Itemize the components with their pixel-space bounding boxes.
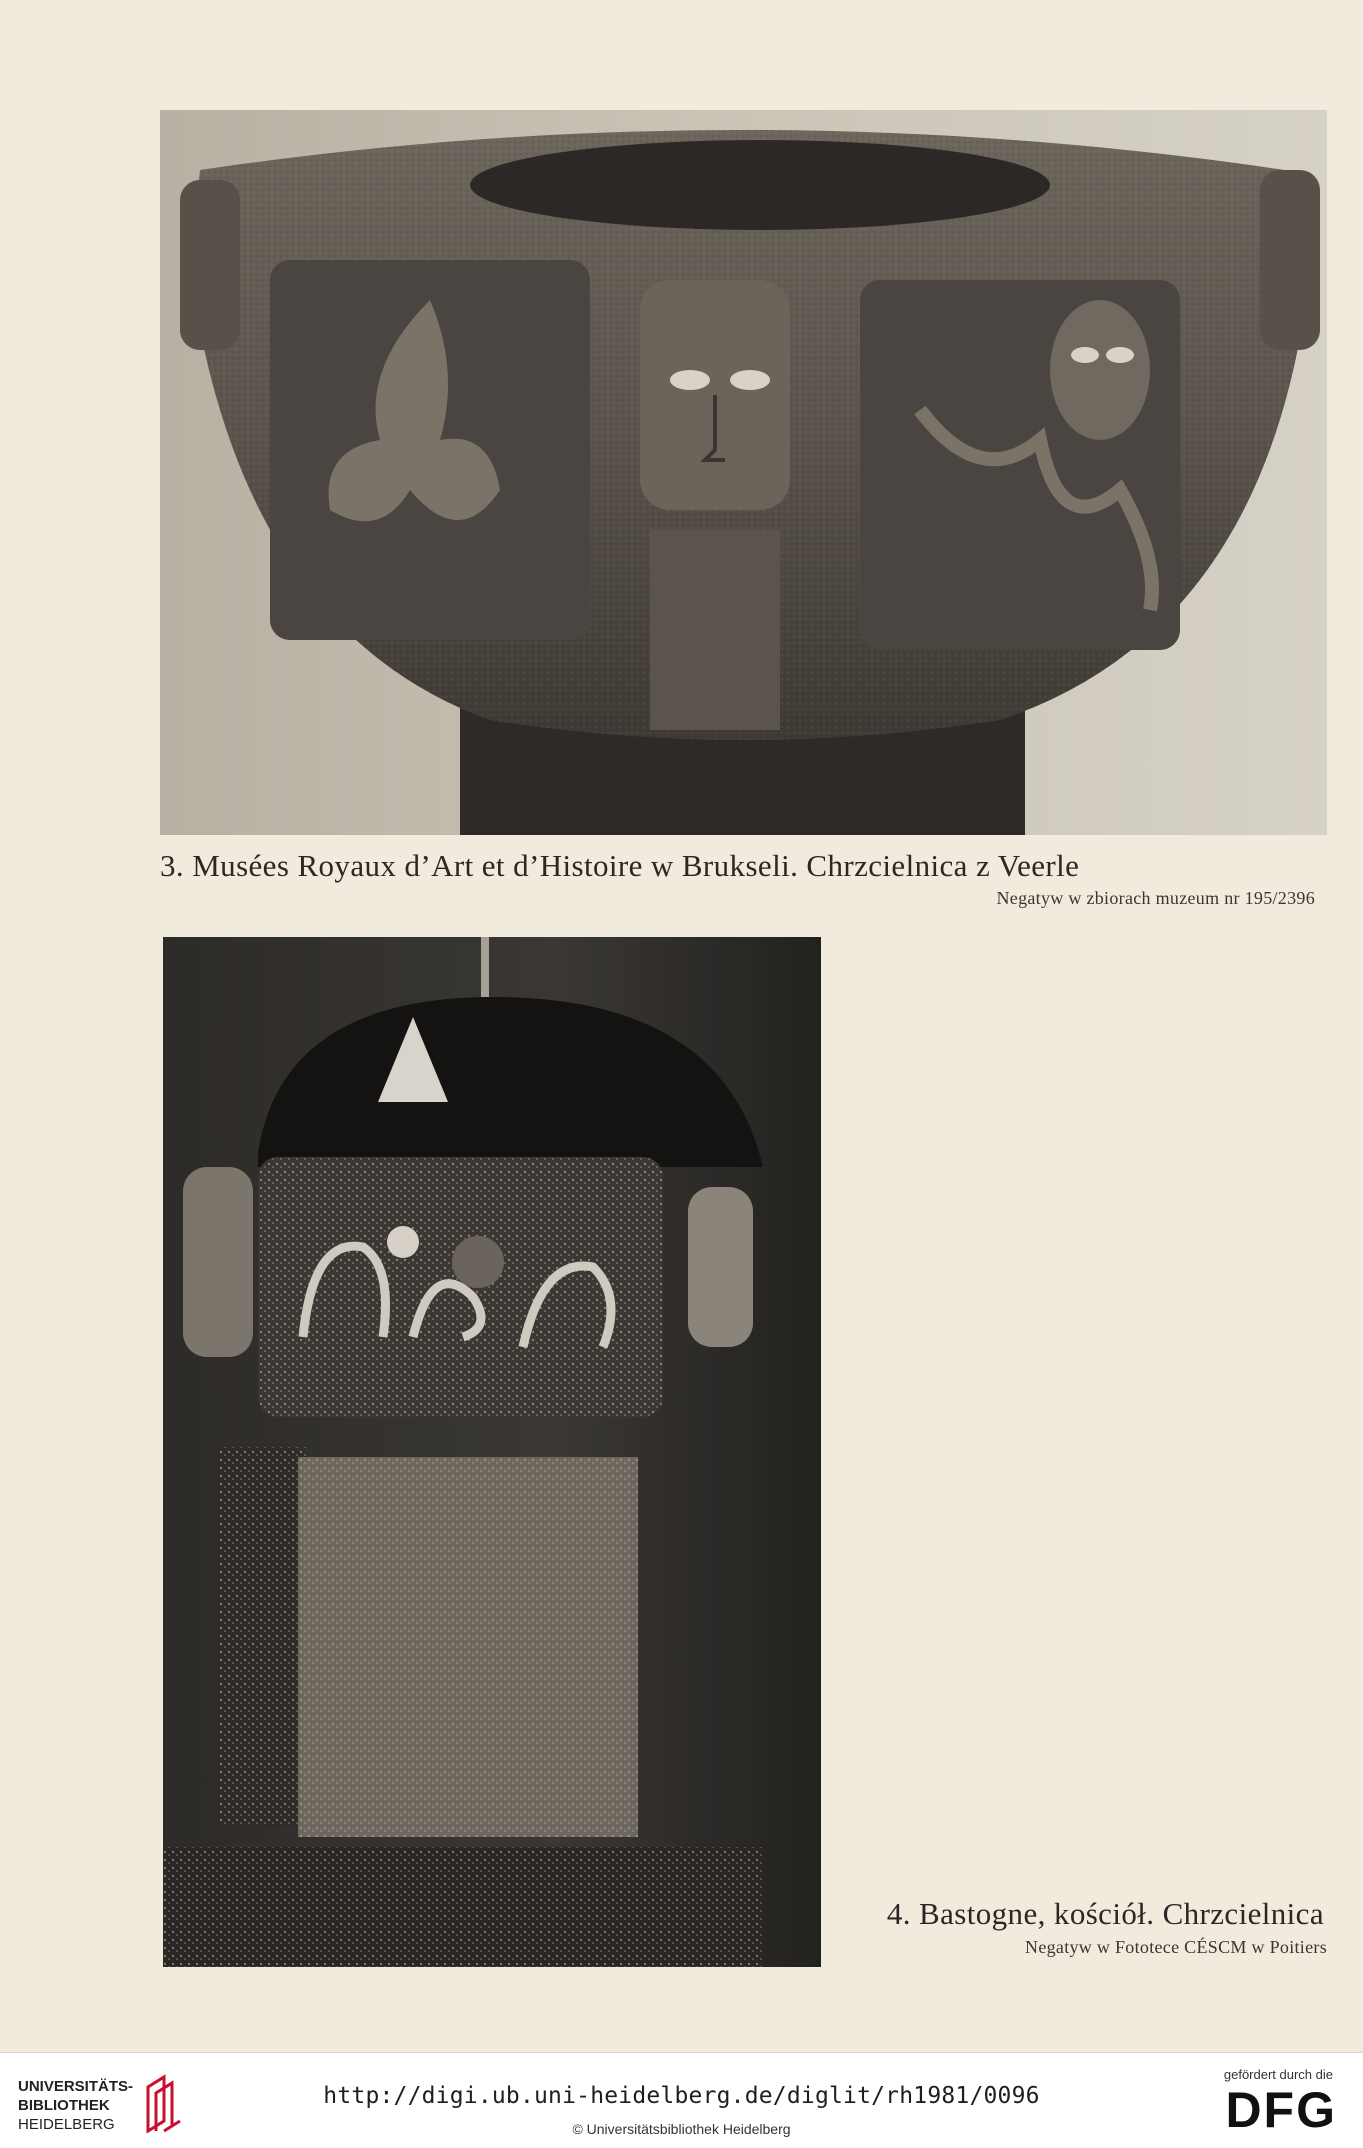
figure-3-caption: 3. Musées Royaux d’Art et d’Histoire w Brukseli. Chrzcielnica z Veerle bbox=[160, 848, 1080, 883]
figure-4-source: Negatyw w Fototece CÉSCM w Poitiers bbox=[1025, 1937, 1327, 1957]
dfg-funding-label: gefördert durch die bbox=[1223, 2067, 1333, 2082]
photo-fig3-image bbox=[160, 110, 1327, 835]
dfg-logo[interactable]: DFG bbox=[1225, 2082, 1337, 2138]
figure-3-source: Negatyw w zbiorach muzeum nr 195/2396 bbox=[996, 888, 1315, 908]
library-name-line3: HEIDELBERG bbox=[18, 2116, 115, 2133]
photo-baptismal-font-bastogne bbox=[163, 937, 821, 1967]
digitization-footer bbox=[0, 2052, 1363, 2148]
photo-fig4-image bbox=[163, 937, 821, 1967]
figure-4-caption: 4. Bastogne, kościół. Chrzcielnica bbox=[886, 1896, 1324, 1931]
photo-baptismal-font-veerle bbox=[160, 110, 1327, 835]
library-name-line1: UNIVERSITÄTS- bbox=[18, 2078, 134, 2095]
permalink-url[interactable]: http://digi.ub.uni-heidelberg.de/diglit/rh1981/0096 bbox=[323, 2083, 1040, 2109]
library-name-line2: BIBLIOTHEK bbox=[18, 2097, 110, 2114]
copyright-notice: © Universitätsbibliothek Heidelberg bbox=[572, 2121, 791, 2137]
